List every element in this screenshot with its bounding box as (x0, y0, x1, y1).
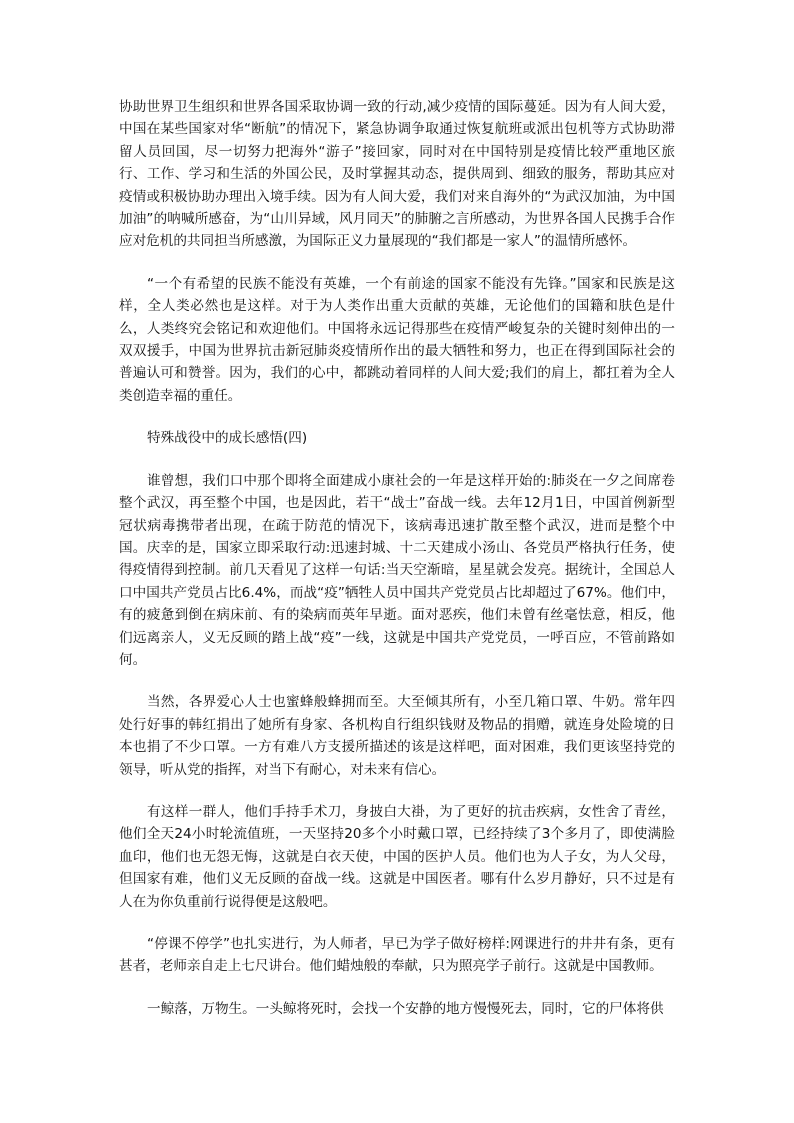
paragraph-7: 一鲸落，万物生。一头鲸将死时，会找一个安静的地方慢慢死去，同时，它的尸体将供 (147, 1000, 664, 1017)
document-page (119, 96, 675, 1020)
paragraph-gap (119, 781, 675, 801)
section-heading: 特殊战役中的成长感悟(四) (147, 430, 308, 447)
paragraph-gap (119, 671, 675, 691)
paragraph-gap (119, 253, 675, 273)
paragraph-gap (119, 978, 675, 998)
paragraph-1: 协助世界卫生组织和世界各国采取协调一致的行动,减少疫情的国际蔓延。因为有人间大爱，中国在某些国家对华“断航”的情况下，紧急协调争取通过恢复航班或派出包机等方式协助滞留人员回国，尽一切努力把海外“游子”接回家，同时对在中国特别是疫情比较严重地区旅行、工作、学习和生活的外国公民，及时掌握其动态，提供周到、细致的服务，帮助其应对疫情或积极协助办理出入境手续。因为有人间大爱，我们对来自海外的“为武汉加油，为中国加油”的呐喊所感奋，为“山川异域，风月同天”的肺腑之言所感动，为世界各国人民携手合作应对危机的共同担当所感激，为国际正义力量展现的“我们都是一家人”的温情所感怀。 (119, 99, 675, 250)
paragraph-2: “一个有希望的民族不能没有英雄，一个有前途的国家不能没有先锋。”国家和民族是这样，全人类必然也是这样。对于为人类作出重大贡献的英雄，无论他们的国籍和肤色是什么，人类终究会铭记和欢迎他们。中国将永远记得那些在疫情严峻复杂的关键时刻伸出的一双双援手，中国为世界抗击新冠肺炎疫情所作出的最大牺牲和努力，也正在得到国际社会的普遍认可和赞誉。因为，我们的心中，都跳动着同样的人间大爱;我们的肩上，都扛着为全人类创造幸福的重任。 (119, 275, 675, 404)
paragraph-gap (119, 913, 675, 933)
paragraph-4: 当然，各界爱心人士也蜜蜂般蜂拥而至。大至倾其所有，小至几箱口罩、牛奶。常年四处行好事的韩红捐出了她所有身家、各机构自行组织钱财及物品的捐赠，就连身处险境的日本也捐了不少口罩。一方有难八方支援所描述的该是这样吧，面对困难，我们更该坚持党的领导，听从党的指挥，对当下有耐心，对未来有信心。 (119, 694, 675, 778)
paragraph-gap (119, 450, 675, 470)
paragraph-6: “停课不停学”也扎实进行，为人师者，早已为学子做好榜样:网课进行的井井有条，更有甚者，老师亲自走上七尺讲台。他们蜡烛般的奉献，只为照亮学子前行。这就是中国教师。 (119, 936, 675, 975)
paragraph-gap (119, 407, 675, 427)
paragraph-5: 有这样一群人，他们手持手术刀，身披白大褂，为了更好的抗击疾病，女性舍了青丝，他们全天24小时轮流值班，一天坚持20多个小时戴口罩，已经持续了3个多月了，即使满脸血印，他们也无怨无悔，这就是白衣天使，中国的医护人员。他们也为人子女，为人父母，但国家有难，他们义无反顾的奋战一线。这就是中国医者。哪有什么岁月静好，只不过是有人在为你负重前行说得便是这般吧。 (119, 803, 675, 910)
paragraph-3: 谁曾想，我们口中那个即将全面建成小康社会的一年是这样开始的:肺炎在一夕之间席卷整个武汉，再至整个中国，也是因此，若干“战士”奋战一线。去年12月1日，中国首例新型冠状病毒携带者出现，在疏于防范的情况下，该病毒迅速扩散至整个武汉，进而是整个中国。庆幸的是，国家立即采取行动:迅速封城、十二天建成小汤山、各党员严格执行任务，使得疫情得到控制。前几天看见了这样一句话:当天空渐暗，星星就会发亮。据统计，全国总人口中国共产党员占比6.4%，而战“疫”牺牲人员中国共产党党员占比却超过了67%。他们中，有的疲惫到倒在病床前、有的染病而英年早逝。面对恶疾，他们未曾有丝毫怯意，相反，他们远离亲人，义无反顾的踏上战“疫”一线，这就是中国共产党党员，一呼百应，不管前路如何。 (119, 472, 675, 668)
